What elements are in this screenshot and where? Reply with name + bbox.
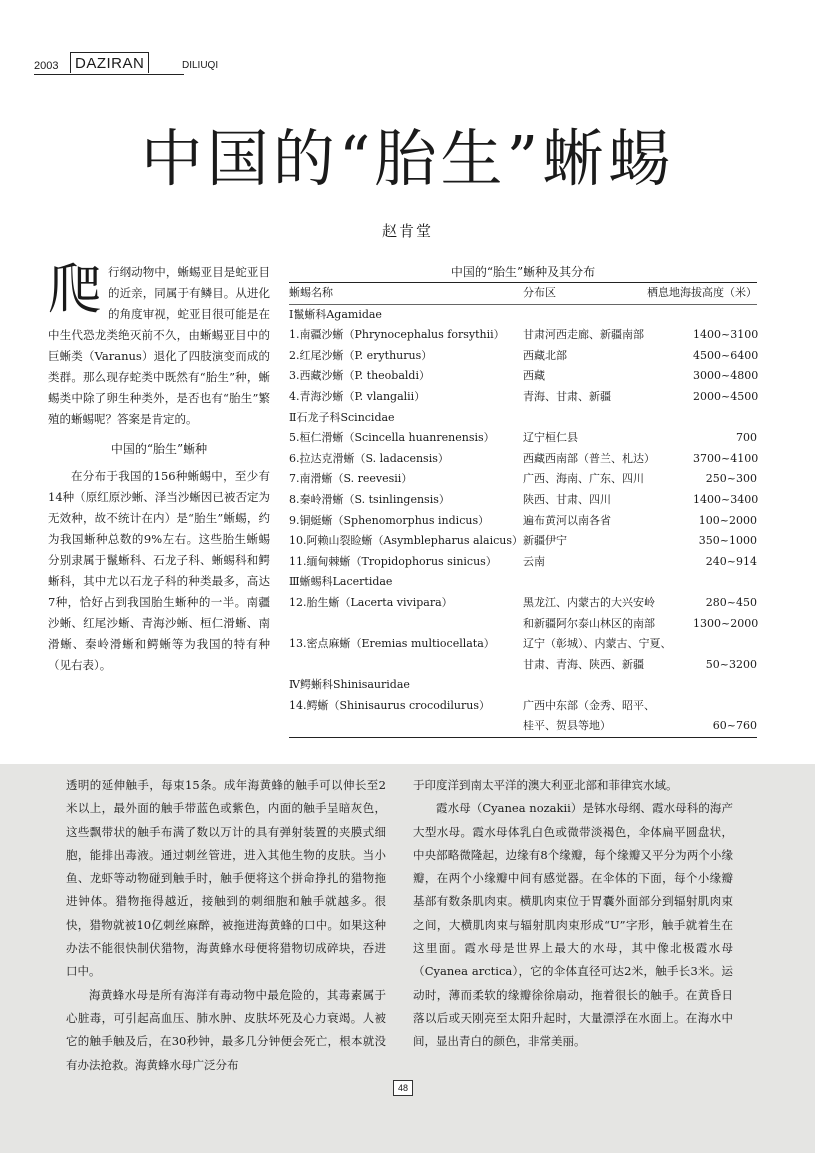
table-row bbox=[289, 696, 757, 717]
cell-alt: 3000~4800 bbox=[693, 369, 759, 383]
cell-dist: 新疆伊宁 bbox=[523, 534, 567, 548]
cell-dist: 辽宁桓仁县 bbox=[523, 431, 578, 445]
header-year: 2003 bbox=[34, 60, 59, 72]
table-row bbox=[289, 634, 757, 655]
table-row bbox=[289, 387, 757, 408]
header-magazine: DAZIRAN bbox=[70, 52, 149, 73]
cell-name: 6.拉达克滑蜥（S. ladacensis） bbox=[289, 451, 449, 465]
cell-name: 1.南疆沙蜥（Phrynocephalus forsythii） bbox=[289, 328, 505, 342]
cell-name: 14.鳄蜥（Shinisaurus crocodilurus） bbox=[289, 698, 490, 712]
cell-alt: 1400~3400 bbox=[693, 492, 759, 506]
bottom-right-column bbox=[413, 774, 733, 1054]
table-row bbox=[289, 428, 757, 449]
cell-name bbox=[289, 614, 523, 635]
section-paragraph: 在分布于我国的156种蜥蜴中，至少有14种（原红原沙蜥、泽当沙蜥因已被否定为无效种，故不统计在内）是“胎生”蜥蜴，约为我国蜥种总数的9%左右。这些胎生蜥蜴分别隶属于鬣蜥科、石龙子科、蜥蜴科和鳄蜥科，其中尤以石龙子科的种类最多，高达7种，恰好占到我国胎生蜥种的一半。南疆沙蜥、红尾沙蜥、青海沙蜥、桓仁滑蜥、南滑蜥、秦岭滑蜥和鳄蜥等为我国的特有种（见右表）。 bbox=[48, 469, 270, 672]
section-heading: 中国的“胎生”蜥种 bbox=[110, 442, 208, 456]
bottom-left-column bbox=[66, 774, 386, 1077]
table-group-label: Ⅳ鳄蜥科Shinisauridae bbox=[289, 678, 410, 692]
table-row bbox=[289, 593, 757, 614]
table-row bbox=[289, 531, 757, 552]
cell-dist: 甘肃河西走廊、新疆南部 bbox=[523, 328, 644, 342]
cell-alt: 1300~2000 bbox=[693, 616, 759, 630]
bottom-right-para-1: 于印度洋到南太平洋的澳大利亚北部和菲律宾水域。 bbox=[413, 778, 678, 792]
table-group-label: Ⅲ蜥蜴科Lacertidae bbox=[289, 575, 393, 589]
cell-alt: 3700~4100 bbox=[693, 451, 759, 465]
table-row bbox=[289, 325, 757, 346]
header-rule bbox=[34, 74, 184, 75]
species-table bbox=[289, 262, 757, 738]
cell-alt: 240~914 bbox=[705, 554, 757, 568]
cell-name bbox=[289, 655, 523, 676]
magazine-header bbox=[34, 52, 219, 74]
cell-alt: 280~450 bbox=[705, 595, 757, 609]
header-subtitle: DILIUQI bbox=[182, 60, 219, 71]
page-number: 48 bbox=[393, 1080, 413, 1096]
cell-dist: 广西中东部（金秀、昭平、 bbox=[523, 698, 655, 712]
table-group-label: Ⅱ石龙子科Scincidae bbox=[289, 410, 395, 424]
cell-name: 8.秦岭滑蜥（S. tsinlingensis） bbox=[289, 492, 450, 506]
cell-name: 11.缅甸棘蜥（Tropidophorus sinicus） bbox=[289, 554, 497, 568]
cell-alt: 100~2000 bbox=[698, 513, 757, 527]
cell-dist: 黑龙江、内蒙古的大兴安岭 bbox=[523, 595, 655, 609]
intro-paragraph bbox=[48, 258, 270, 430]
cell-dist: 陕西、甘肃、四川 bbox=[523, 492, 611, 506]
cell-name: 2.红尾沙蜥（P. erythurus） bbox=[289, 348, 433, 362]
cell-name: 3.西藏沙蜥（P. theobaldi） bbox=[289, 369, 430, 383]
cell-alt: 250~300 bbox=[705, 472, 757, 486]
dropcap: 爬 bbox=[48, 258, 102, 321]
cell-alt bbox=[693, 634, 757, 655]
cell-name bbox=[289, 716, 523, 737]
bottom-left-para-2: 海黄蜂水母是所有海洋有毒动物中最危险的，其毒素属于心脏毒，可引起高血压、肺水肿、皮肤坏死及心力衰竭。人被它的触手触及后，在30秒钟，最多几分钟便会死亡，根本就没有办法抢救。海黄蜂水母广泛分布 bbox=[66, 987, 386, 1072]
table-header-row bbox=[289, 283, 757, 304]
intro-text: 行纲动物中，蜥蜴亚目是蛇亚目的近亲，同属于有鳞目。从进化的角度审视，蛇亚目很可能是在中生代恐龙类绝灭前不久，由蜥蜴亚目中的巨蜥类（Varanus）退化了四肢演变而成的类群。那么现存蛇类中既然有“胎生”种，蜥蜴类中除了卵生种类外，是否也有“胎生”繁殖的蜥蜴呢？答案是肯定的。 bbox=[48, 265, 270, 426]
table-bottom-rule bbox=[289, 737, 757, 738]
cell-name: 5.桓仁滑蜥（Scincella huanrenensis） bbox=[289, 431, 495, 445]
table-row bbox=[289, 614, 757, 635]
cell-dist: 辽宁（彰城）、内蒙古、宁夏、 bbox=[523, 637, 672, 651]
table-row bbox=[289, 552, 757, 573]
cell-dist: 西藏 bbox=[523, 369, 545, 383]
cell-dist: 和新疆阿尔泰山林区的南部 bbox=[523, 616, 655, 630]
cell-dist: 西藏西南部（普兰、札达） bbox=[523, 451, 655, 465]
cell-dist: 青海、甘肃、新疆 bbox=[523, 389, 611, 403]
table-row bbox=[289, 655, 757, 676]
table-row bbox=[289, 511, 757, 532]
header-alt: 栖息地海拔高度（米） bbox=[647, 286, 757, 299]
article-author: 赵肯堂 bbox=[381, 222, 433, 240]
article-title: 中国的“胎生”蜥蜴 bbox=[140, 122, 675, 195]
table-row bbox=[289, 469, 757, 490]
table-row bbox=[289, 490, 757, 511]
cell-alt: 60~760 bbox=[712, 719, 757, 733]
cell-dist: 西藏北部 bbox=[523, 348, 567, 362]
header-name: 蜥蜴名称 bbox=[289, 286, 333, 299]
bottom-right-para-2: 霞水母（Cyanea nozakii）是钵水母纲、霞水母科的海产大型水母。霞水母体乳白色或微带淡褐色，伞体扁平圆盘状，中央部略微隆起，边缘有8个缘瓣，每个缘瓣又平分为两个小缘瓣，在两个小缘瓣中间有感觉器。在伞体的下面，每个小缘瓣基部有数条肌肉束。横肌肉束位于胃囊外面部分到辐射肌肉束之间，大横肌肉束与辐射肌肉束形成“U”字形，触手就着生在这里面。霞水母是世界上最大的水母，其中像北极霞水母（Cyanea arctica），它的伞体直径可达2米，触手长3米。运动时，薄而柔软的缘瓣徐徐扇动，拖着很长的触手。在黄昏日落以后或天刚亮至太阳升起时，大量漂浮在水面上。在海水中间，显出青白的颜色，非常美丽。 bbox=[413, 801, 733, 1049]
cell-dist: 遍布黄河以南各省 bbox=[523, 513, 611, 527]
table-row bbox=[289, 346, 757, 367]
table-title: 中国的“胎生”蜥种及其分布 bbox=[450, 265, 596, 279]
cell-name: 13.密点麻蜥（Eremias multiocellata） bbox=[289, 637, 495, 651]
cell-dist: 桂平、贺县等地） bbox=[523, 719, 611, 733]
table-body bbox=[289, 305, 757, 737]
cell-name: 9.铜蜓蜥（Sphenomorphus indicus） bbox=[289, 513, 490, 527]
cell-alt: 2000~4500 bbox=[693, 389, 759, 403]
cell-alt: 1400~3100 bbox=[693, 328, 759, 342]
cell-alt: 350~1000 bbox=[698, 534, 757, 548]
cell-name: 4.青海沙蜥（P. vlangalii） bbox=[289, 389, 426, 403]
cell-name: 12.胎生蜥（Lacerta vivipara） bbox=[289, 595, 453, 609]
table-group-label: Ⅰ鬣蜥科Agamidae bbox=[289, 307, 382, 321]
cell-alt: 4500~6400 bbox=[693, 348, 759, 362]
cell-dist: 甘肃、青海、陕西、新疆 bbox=[523, 657, 644, 671]
table-row bbox=[289, 366, 757, 387]
left-column bbox=[48, 258, 270, 676]
table-row bbox=[289, 449, 757, 470]
header-dist: 分布区 bbox=[523, 286, 556, 299]
table-row bbox=[289, 716, 757, 737]
cell-alt bbox=[693, 696, 757, 717]
cell-alt: 50~3200 bbox=[705, 657, 757, 671]
cell-alt: 700 bbox=[736, 431, 757, 445]
bottom-left-para-1: 透明的延伸触手，每束15条。成年海黄蜂的触手可以伸长至2米以上，最外面的触手带蓝色或紫色，内面的触手呈暗灰色，这些飘带状的触手布满了数以万计的具有弹射装置的夹膜式细胞，能排出毒液。通过刺丝管进，进入其他生物的皮肤。当小鱼、龙虾等动物碰到触手时，触手便将这个拼命挣扎的猎物拖进钟体。猎物拖得越近，接触到的刺细胞和触手就越多。很快，猎物就被10亿刺丝麻醉，被拖进海黄蜂的口中。如果这种办法不能很快制伏猎物，海黄蜂水母便将猎物切成碎块，吞进口中。 bbox=[66, 778, 386, 979]
cell-name: 10.阿赖山裂睑蜥（Asymblepharus alaicus） bbox=[289, 534, 523, 548]
cell-dist: 广西、海南、广东、四川 bbox=[523, 472, 644, 486]
cell-dist: 云南 bbox=[523, 554, 545, 568]
cell-name: 7.南滑蜥（S. reevesii） bbox=[289, 472, 413, 486]
